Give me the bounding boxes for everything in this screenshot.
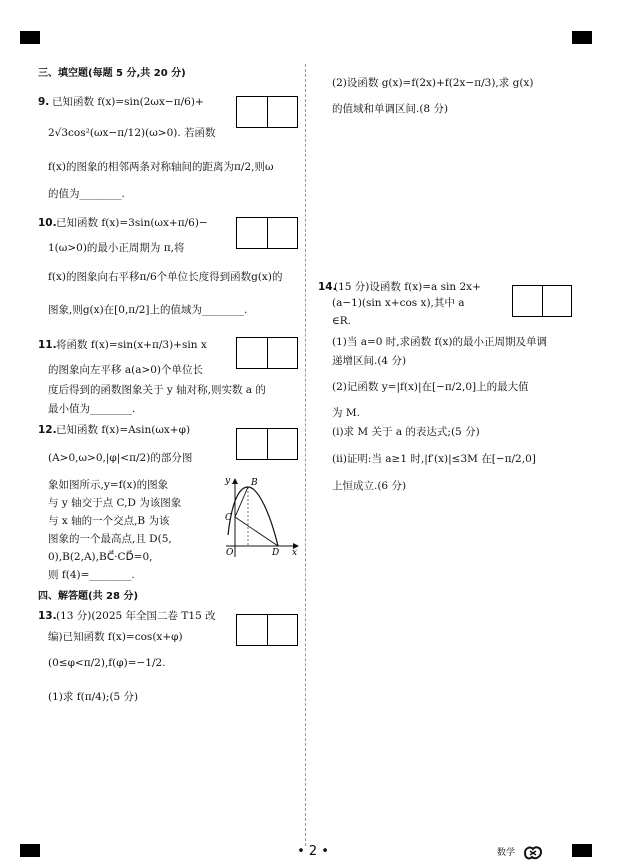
q13-line1: (13 分)(2025 年全国二卷 T15 改 bbox=[56, 610, 216, 622]
q14-line7: 为 M. bbox=[332, 407, 360, 419]
graph-label-b: B bbox=[251, 478, 258, 488]
q14-line1: (15 分)设函数 f(x)=a sin 2x+ bbox=[334, 281, 481, 293]
q10-line2: 1(ω>0)的最小正周期为 π,将 bbox=[48, 242, 185, 254]
q9-line1: 已知函数 f(x)=sin(2ωx−π/6)+ bbox=[52, 96, 204, 108]
graph-label-o: O bbox=[226, 548, 234, 558]
graph-label-c: C bbox=[225, 513, 232, 523]
q13-line3: (0≤φ<π/2),f(φ)=−1/2. bbox=[48, 657, 166, 669]
q10-number: 10. bbox=[38, 217, 57, 229]
q10-line4: 图象,则g(x)在[0,π/2]上的值域为________. bbox=[48, 304, 248, 316]
q12-line4: 与 y 轴交于点 C,D 为该图象 bbox=[48, 497, 182, 509]
q12-line5: 与 x 轴的一个交点,B 为该 bbox=[48, 515, 170, 527]
q9-number: 9. bbox=[38, 96, 50, 108]
q10-line1: 已知函数 f(x)=3sin(ωx+π/6)− bbox=[56, 217, 208, 229]
section-fill-blank-title: 三、填空题(每题 5 分,共 20 分) bbox=[38, 68, 186, 79]
corner-mark-top-right bbox=[572, 31, 592, 44]
graph-bc-segment bbox=[235, 487, 248, 517]
q13-part2-line1: (2)设函数 g(x)=f(2x)+f(2x−π/3),求 g(x) bbox=[332, 77, 534, 89]
q10-answer-box[interactable] bbox=[236, 217, 298, 249]
q9-line4: 的值为________. bbox=[48, 188, 125, 200]
column-divider bbox=[305, 64, 306, 846]
q13-line2: 编)已知函数 f(x)=cos(x+φ) bbox=[48, 631, 183, 643]
q13-answer-box[interactable] bbox=[236, 614, 298, 646]
q11-line4: 最小值为________. bbox=[48, 403, 136, 415]
subject-label: 数学 bbox=[497, 848, 516, 858]
q11-line1: 将函数 f(x)=sin(x+π/3)+sin x bbox=[56, 339, 207, 351]
q14-answer-box[interactable] bbox=[512, 285, 572, 317]
q9-line2: 2√3cos²(ωx−π/12)(ω>0). 若函数 bbox=[48, 127, 216, 139]
q14-number: 14. bbox=[318, 281, 337, 293]
q14-line2: (a−1)(sin x+cos x),其中 a bbox=[332, 297, 465, 309]
q14-line8: (ⅰ)求 M 关于 a 的表达式;(5 分) bbox=[332, 426, 480, 438]
graph-label-y: y bbox=[225, 476, 231, 486]
q14-line9: (ⅱ)证明:当 a≥1 时,|f′(x)|≤3M 在[−π/2,0] bbox=[332, 453, 536, 465]
graph-label-x: x bbox=[292, 548, 298, 558]
q12-line6: 图象的一个最高点,且 D(5, bbox=[48, 533, 172, 545]
q10-line3: f(x)的图象向右平移π/6个单位长度得到函数g(x)的 bbox=[48, 271, 283, 283]
q12-number: 12. bbox=[38, 424, 57, 436]
q14-line4: (1)当 a=0 时,求函数 f(x)的最小正周期及单调 bbox=[332, 336, 547, 348]
q12-line1: 已知函数 f(x)=Asin(ωx+φ) bbox=[56, 424, 191, 436]
q14-line5: 递增区间.(4 分) bbox=[332, 355, 407, 367]
q12-sine-graph bbox=[218, 473, 302, 561]
q12-line7: 0),B(2,A),BC⃗·CD⃗=0, bbox=[48, 551, 153, 563]
graph-cd-segment bbox=[235, 517, 278, 546]
q12-line8: 则 f(4)=________. bbox=[48, 569, 135, 581]
q12-line2: (A>0,ω>0,|φ|<π/2)的部分图 bbox=[48, 452, 193, 464]
q11-line2: 的图象向左平移 a(a>0)个单位长 bbox=[48, 364, 204, 376]
graph-label-d: D bbox=[272, 548, 280, 558]
q11-number: 11. bbox=[38, 339, 57, 351]
page-number: • 2 • bbox=[297, 844, 329, 859]
logo-icon bbox=[523, 845, 543, 861]
q12-line3: 象如图所示,y=f(x)的图象 bbox=[48, 479, 169, 491]
corner-mark-top-left bbox=[20, 31, 40, 44]
section-solution-title: 四、解答题(共 28 分) bbox=[38, 591, 139, 602]
q14-line6: (2)记函数 y=|f(x)|在[−π/2,0]上的最大值 bbox=[332, 381, 529, 393]
q9-line3: f(x)的图象的相邻两条对称轴间的距离为π/2,则ω bbox=[48, 161, 274, 173]
q14-line10: 上恒成立.(6 分) bbox=[332, 480, 407, 492]
q12-answer-box[interactable] bbox=[236, 428, 298, 460]
q9-answer-box[interactable] bbox=[236, 96, 298, 128]
q13-number: 13. bbox=[38, 610, 57, 622]
q11-answer-box[interactable] bbox=[236, 337, 298, 369]
q13-line4: (1)求 f(π/4);(5 分) bbox=[48, 691, 139, 703]
q13-part2-line2: 的值域和单调区间.(8 分) bbox=[332, 103, 449, 115]
q14-line3: ∈R. bbox=[332, 315, 352, 327]
q11-line3: 度后得到的函数图象关于 y 轴对称,则实数 a 的 bbox=[48, 384, 266, 396]
